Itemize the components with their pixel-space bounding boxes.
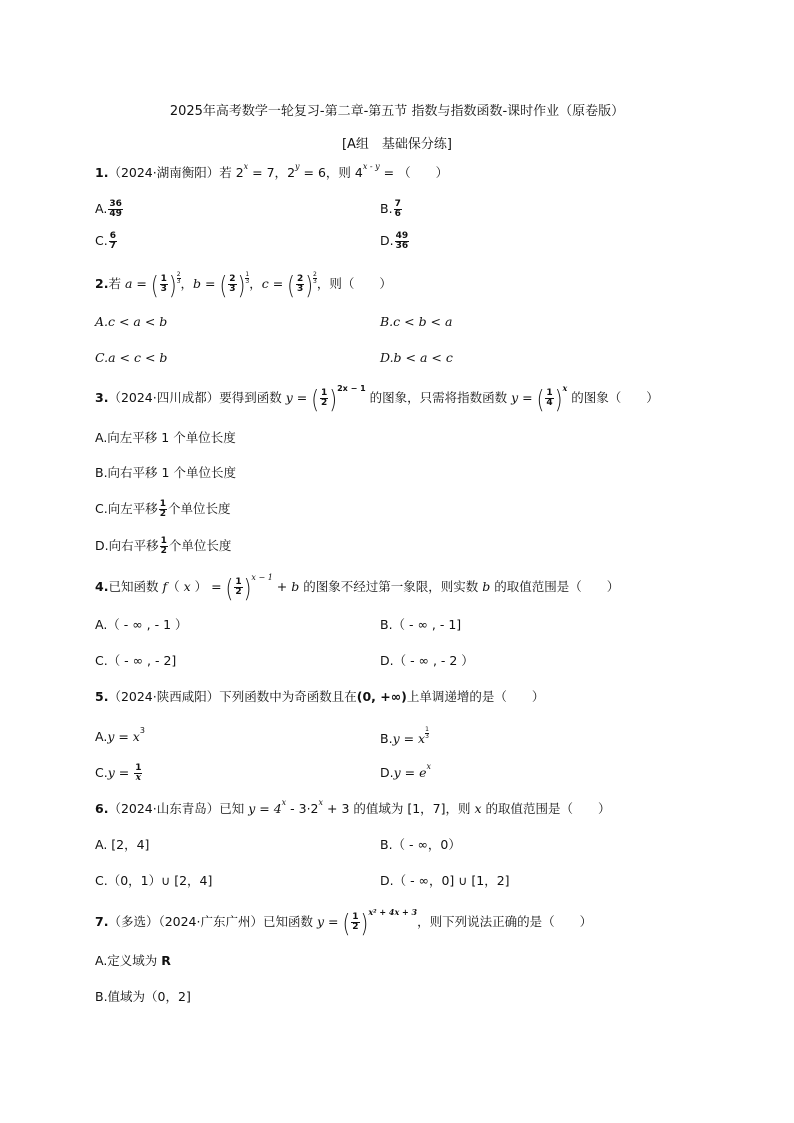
denominator: 2 <box>160 546 167 556</box>
option-4a: A.（ - ∞ , - 1 ） <box>95 617 188 632</box>
question-number: 6. <box>95 801 109 816</box>
option-label: B. <box>380 201 393 216</box>
option-5a <box>95 727 145 747</box>
math: = <box>518 390 537 405</box>
option-3a: A.向左平移 1 个单位长度 <box>95 430 236 445</box>
numerator: 49 <box>395 231 409 241</box>
option-3c <box>95 499 230 519</box>
option-text: D.向右平移 <box>95 538 159 553</box>
fraction <box>109 232 117 251</box>
denominator: x <box>135 773 141 783</box>
option-6a: A. [2，4] <box>95 837 150 852</box>
option-3d <box>95 536 231 556</box>
option-3b: B.向右平移 1 个单位长度 <box>95 465 236 480</box>
variable: y <box>316 914 325 929</box>
variable: b <box>482 579 491 594</box>
option-label: A. <box>95 729 108 744</box>
option-text: A.定义域为 <box>95 953 162 968</box>
question-number: 4. <box>95 579 109 594</box>
denominator: 3 <box>176 278 181 285</box>
exponent: x <box>243 162 249 171</box>
denominator: 7 <box>109 241 116 251</box>
question-text: = （ ） <box>379 165 449 180</box>
question-text: 上单调递增的是（ ） <box>406 689 545 704</box>
numerator: 1 <box>321 388 328 398</box>
denominator: 3 <box>296 284 304 294</box>
denominator: 3 <box>229 284 236 294</box>
question-text: 的取值范围是（ ） <box>490 579 620 594</box>
right-paren: ) <box>360 907 369 938</box>
denominator: 3 <box>313 278 317 285</box>
section-heading: [A组 基础保分练] <box>341 137 453 152</box>
fraction <box>159 500 167 519</box>
math: = <box>268 276 288 291</box>
numerator: 1 <box>160 274 167 284</box>
math: ， <box>249 276 262 291</box>
question-5 <box>95 687 544 707</box>
math: = <box>292 390 312 405</box>
left-paren: ( <box>225 572 234 603</box>
math: ， <box>180 276 194 291</box>
fraction <box>320 389 328 408</box>
numerator: 1 <box>425 726 429 733</box>
option-text: 个单位长度 <box>167 501 231 516</box>
denominator: 2 <box>321 398 328 408</box>
math: = <box>207 579 226 594</box>
numerator: 1 <box>546 388 553 398</box>
option-5d <box>380 763 431 783</box>
math: + <box>272 579 292 594</box>
function-name: f <box>162 579 168 594</box>
denominator: 6 <box>394 209 401 219</box>
option-2a: A.c < a < b <box>95 314 168 329</box>
question-number: 2. <box>95 276 109 291</box>
option-text: C.向左平移 <box>95 501 158 516</box>
interval: (0, +∞) <box>356 689 407 704</box>
exponent: x <box>318 798 324 807</box>
option-label: C. <box>95 233 108 248</box>
option-2b: B.c < b < a <box>380 314 453 329</box>
math: R <box>161 953 171 968</box>
math: = <box>324 914 343 929</box>
left-paren: ( <box>287 269 295 300</box>
left-paren: ( <box>311 383 320 414</box>
question-text: （2024·四川成都）要得到函数 <box>108 390 286 405</box>
variable: x <box>183 579 191 594</box>
denominator: 36 <box>395 241 409 251</box>
math: y = e <box>393 765 427 780</box>
math: = <box>201 276 220 291</box>
question-1 <box>95 163 448 183</box>
denominator: 49 <box>109 209 122 219</box>
math: = <box>132 276 151 291</box>
option-6b: B.（ - ∞，0） <box>380 837 461 852</box>
question-number: 7. <box>95 914 109 929</box>
question-number: 1. <box>95 165 109 180</box>
left-paren: ( <box>150 269 159 300</box>
fraction <box>545 389 553 408</box>
exponent: 2x − 1 <box>337 384 366 393</box>
exponent: x - y <box>362 162 380 171</box>
right-paren: ) <box>554 383 563 414</box>
question-text: （2024·山东青岛）已知 <box>108 801 249 816</box>
question-text: ，则（ ） <box>316 276 392 291</box>
numerator: 2 <box>176 271 181 278</box>
option-1a <box>95 199 124 219</box>
fraction <box>395 232 410 251</box>
left-paren: ( <box>342 907 351 938</box>
option-1b <box>380 199 403 219</box>
denominator: 3 <box>160 284 167 294</box>
question-text: 已知函数 <box>108 579 163 594</box>
fraction <box>108 200 123 219</box>
option-6c: C.（0，1）∪ [2，4] <box>95 873 213 888</box>
option-label: C. <box>95 765 108 780</box>
option-label: D. <box>380 233 394 248</box>
option-1c <box>95 231 118 251</box>
denominator: 4 <box>546 398 553 408</box>
question-7 <box>95 907 593 938</box>
math: = 7， <box>248 165 288 180</box>
denominator: 2 <box>159 509 166 519</box>
numerator: 6 <box>109 231 116 241</box>
numerator: 2 <box>313 271 317 278</box>
option-5b <box>380 727 429 749</box>
math: + 3 <box>323 801 350 816</box>
question-number: 5. <box>95 689 109 704</box>
variable: b <box>291 579 300 594</box>
numerator: 7 <box>394 199 401 209</box>
numerator: 1 <box>159 499 166 509</box>
numerator: 2 <box>229 274 236 284</box>
right-paren: ) <box>168 269 177 300</box>
math: y = 4 <box>248 801 282 816</box>
option-label: B. <box>380 731 393 746</box>
question-text: 的图象不经过第一象限，则实数 <box>299 579 483 594</box>
option-4c: C.（ - ∞ , - 2] <box>95 653 177 668</box>
math: ） <box>190 579 208 594</box>
math: 2 <box>235 165 244 180</box>
question-text: （2024·湖南衡阳）若 <box>108 165 236 180</box>
fraction <box>160 537 168 556</box>
fraction <box>134 764 142 783</box>
variable: c <box>261 276 269 291</box>
option-2c: C.a < c < b <box>95 350 168 365</box>
question-number: 3. <box>95 390 109 405</box>
math: （ <box>167 579 184 594</box>
document-title: 2025年高考数学一轮复习-第二章-第五节 指数与指数函数-课时作业（原卷版） <box>169 104 625 119</box>
variable: b <box>193 276 202 291</box>
numerator: 1 <box>235 577 242 587</box>
question-text: 的图象，只需将指数函数 <box>365 390 512 405</box>
math: y = <box>107 765 134 780</box>
left-paren: ( <box>536 383 545 414</box>
exponent: x <box>281 798 287 807</box>
numerator: 36 <box>109 199 122 209</box>
right-paren: ) <box>329 383 338 414</box>
question-text: 若 <box>108 276 125 291</box>
question-text: ，则下列说法正确的是（ ） <box>417 914 593 929</box>
option-7a <box>95 951 171 971</box>
math: 4 <box>354 165 363 180</box>
numerator: 1 <box>245 271 250 278</box>
exponent: x <box>562 383 568 393</box>
question-text: 的值域为 [1，7]，则 <box>349 801 475 816</box>
variable: x <box>474 801 482 816</box>
math: 2 <box>287 165 296 180</box>
right-paren: ) <box>243 572 252 603</box>
option-5c <box>95 763 143 783</box>
denominator: 3 <box>425 733 429 740</box>
math: y = x <box>107 729 140 744</box>
variable: a <box>124 276 133 291</box>
math: - 3·2 <box>286 801 319 816</box>
exponent-fraction <box>425 727 429 740</box>
exponent: x <box>426 762 432 771</box>
left-paren: ( <box>219 269 228 300</box>
question-3 <box>95 383 659 414</box>
option-1d <box>380 231 410 251</box>
exponent: 3 <box>139 726 145 735</box>
option-4b: B.（ - ∞ , - 1] <box>380 617 462 632</box>
exponent: x − 1 <box>251 573 273 582</box>
question-2 <box>95 269 392 300</box>
numerator: 1 <box>160 536 167 546</box>
question-text: （2024·陕西咸阳）下列函数中为奇函数且在 <box>108 689 357 704</box>
fraction <box>394 200 402 219</box>
exponent: y <box>295 162 300 171</box>
fraction <box>228 275 236 294</box>
variable: y <box>285 390 293 405</box>
option-6d: D.（ - ∞，0] ∪ [1，2] <box>380 873 510 888</box>
right-paren: ) <box>305 269 314 300</box>
variable: y <box>511 390 519 405</box>
fraction <box>351 913 359 932</box>
denominator: 2 <box>235 587 242 597</box>
fraction <box>296 275 304 294</box>
exponent: x² + 4x + 3 <box>368 907 418 917</box>
denominator: 2 <box>352 922 359 932</box>
option-7b: B.值域为（0，2] <box>95 989 191 1004</box>
option-label: A. <box>95 201 108 216</box>
right-paren: ) <box>237 269 246 300</box>
question-6 <box>95 799 611 819</box>
numerator: 1 <box>135 763 142 773</box>
math: y = x <box>392 731 426 746</box>
question-text: （多选）（2024·广东广州）已知函数 <box>108 914 317 929</box>
fraction <box>160 275 168 294</box>
option-label: D. <box>380 765 394 780</box>
numerator: 2 <box>296 274 304 284</box>
fraction <box>234 578 242 597</box>
question-text: = 6，则 <box>299 165 355 180</box>
option-text: 个单位长度 <box>168 538 232 553</box>
question-text: 的取值范围是（ ） <box>481 801 611 816</box>
denominator: 3 <box>245 278 250 285</box>
option-2d: D.b < a < c <box>380 350 453 365</box>
question-4 <box>95 572 620 603</box>
question-text: 的图象（ ） <box>567 390 659 405</box>
option-4d: D.（ - ∞ , - 2 ） <box>380 653 474 668</box>
numerator: 1 <box>352 912 359 922</box>
